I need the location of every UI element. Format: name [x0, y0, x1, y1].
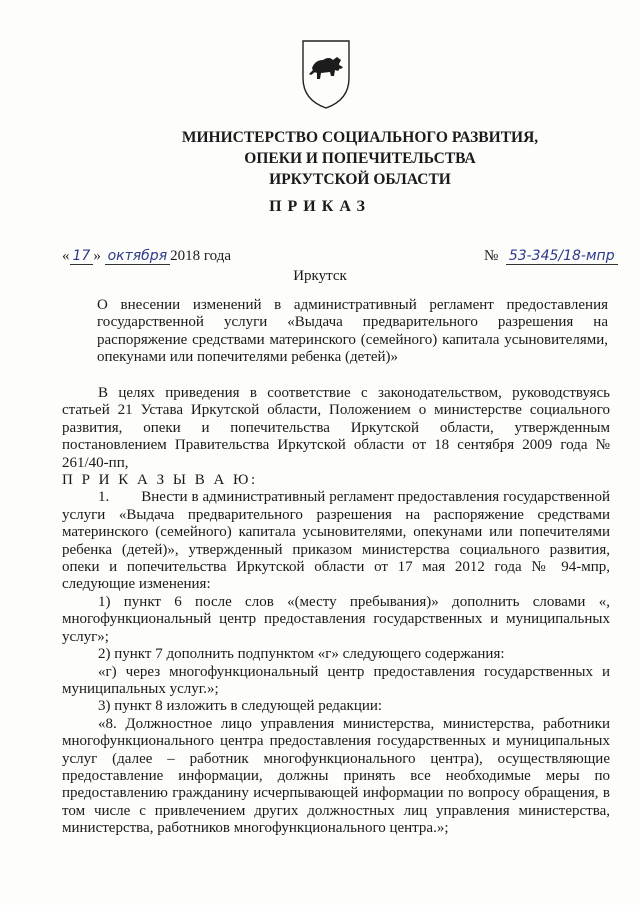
- ministry-name: [160, 127, 560, 190]
- preamble: В целях приведения в соответствие с законодательством, руководствуясь статьей 21 Устава Иркутской области, Положением о министерстве социального развития, опеки и попечительства Иркутской области, утвержденным постановлением Правительства Иркутской области от 18 сентября 2009 года № 261/40-пп,: [62, 385, 610, 471]
- ministry-line-3: ИРКУТСКОЙ ОБЛАСТИ: [269, 171, 451, 188]
- order-year: 2018 года: [170, 248, 232, 264]
- order-date: [62, 248, 231, 265]
- quote-open: «: [62, 248, 70, 264]
- order-number: [484, 248, 618, 265]
- prikazyvayu-heading: П Р И К А З Ы В А Ю:: [62, 472, 258, 489]
- order-day: 17: [70, 248, 94, 265]
- subitem-2: 2) пункт 7 дополнить подпунктом «г» следующего содержания:: [98, 646, 505, 663]
- ministry-line-1: МИНИСТЕРСТВО СОЦИАЛЬНОГО РАЗВИТИЯ,: [181, 129, 539, 146]
- subitem-1: 1) пункт 6 после слов «(месту пребывания)» дополнить словами «, многофункциональный центр предоставления государственных и муниципальных услуг»;: [62, 593, 610, 645]
- order-month: октября: [105, 248, 171, 265]
- subitem-3: 3) пункт 8 изложить в следующей редакции:: [98, 698, 383, 715]
- city: Иркутск: [293, 268, 347, 284]
- order-number-value: 53-345/18-мпр: [506, 248, 618, 265]
- number-sign: №: [484, 248, 499, 264]
- item-1-text: Внести в административный регламент предоставления государственной услуги «Выдача предварительного разрешения на распоряжение средствами материнского (семейного) капитала усыновителями, опекунами или попечителями ребенка (детей)», утвержденный приказом министерства социального развития, опеки и попечительства Иркутской области от 17 мая 2012 года № 94-мпр, следующие изменения:: [62, 489, 610, 593]
- order-body: [62, 385, 610, 838]
- coat-of-arms-icon: [299, 38, 353, 110]
- item-1-number: 1.: [98, 489, 110, 506]
- doc-type-title: ПРИКАЗ: [269, 198, 371, 215]
- quote-close: »: [93, 248, 101, 264]
- subitem-3-content: «8. Должностное лицо управления министерства, министерства, работники многофункционального центра предоставления государственных и муниципальных услуг (далее – работник многофункционального центра), осуществляющие предоставление информации, должны принять все необходимые меры по предоставлению гражданину исчерпывающей информации по вопросу обращения, в том числе с привлечением других должностных лиц управления министерства, министерства, работников многофункционального центра.»;: [62, 715, 610, 837]
- item-1: [62, 489, 610, 593]
- subitem-2-content: «г) через многофункциональный центр предоставления государственных и муниципальных услуг.»;: [62, 663, 610, 697]
- order-subject: О внесении изменений в административный регламент предоставления государственной услуги «Выдача предварительного разрешения на распоряжение средствами материнского (семейного) капитала усыновителями, опекунами или попечителями ребенка (детей)»: [97, 297, 608, 366]
- ministry-line-2: ОПЕКИ И ПОПЕЧИТЕЛЬСТВА: [244, 150, 476, 167]
